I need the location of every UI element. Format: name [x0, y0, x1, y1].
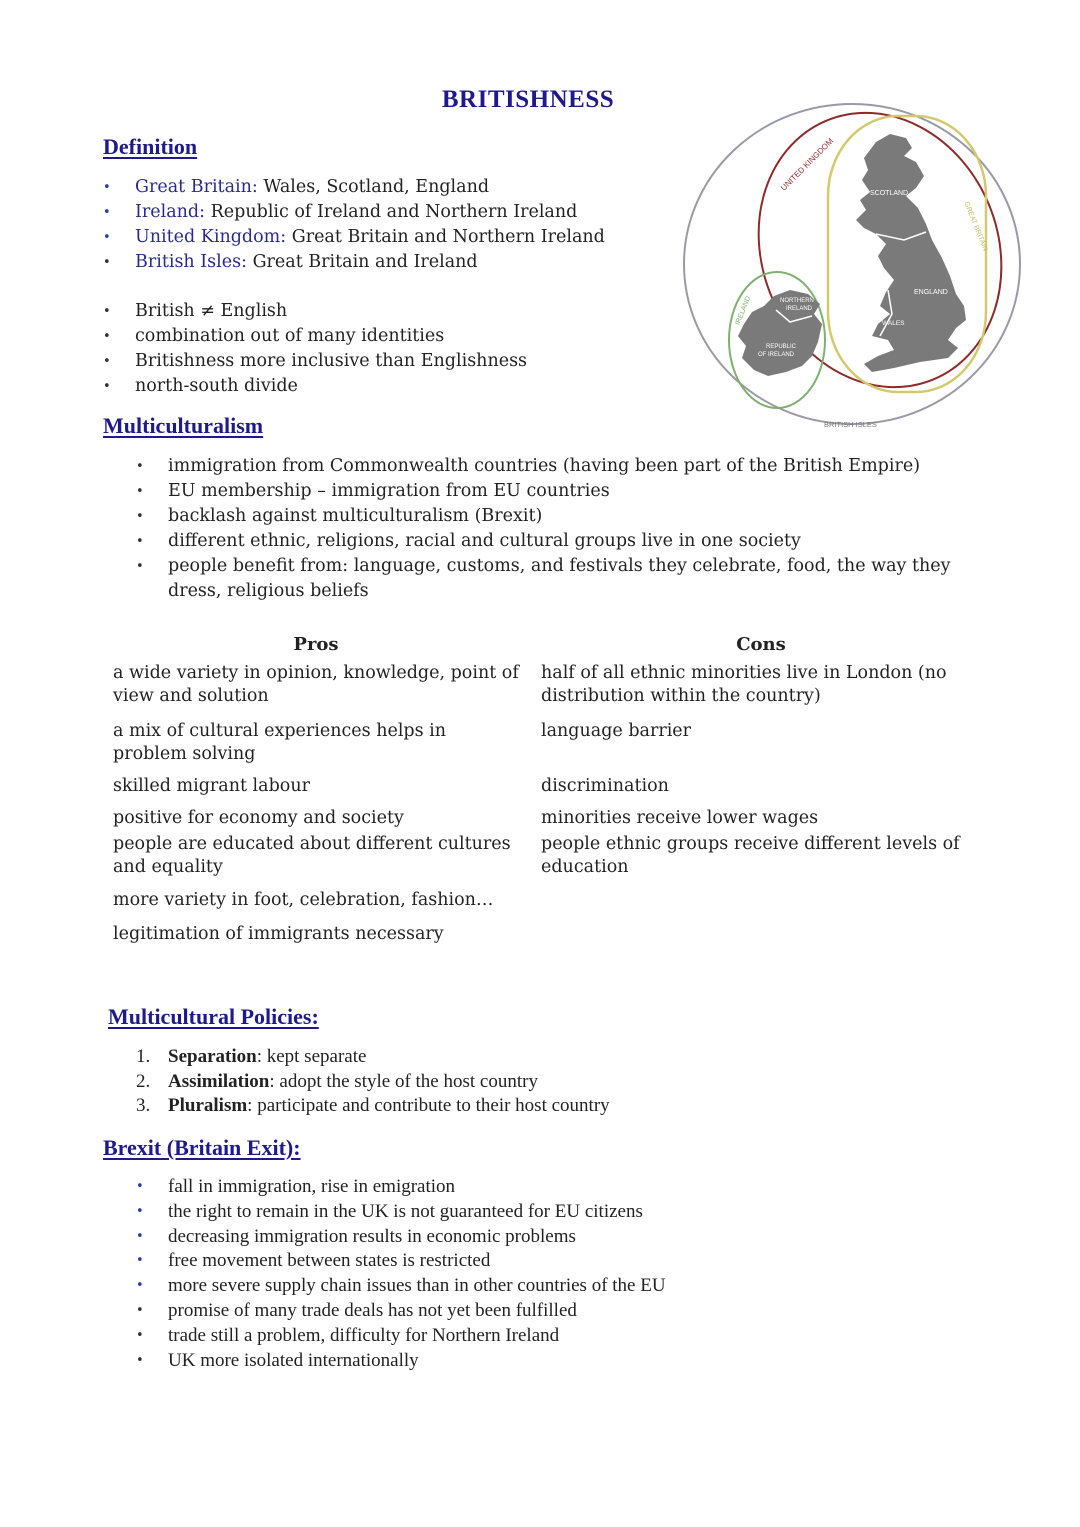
- list-item: • more severe supply chain issues than in other countries of the EU: [168, 1274, 868, 1299]
- definition-terms-list: [103, 175, 605, 275]
- policies-list: [136, 1045, 610, 1119]
- pros-item: positive for economy and society: [113, 808, 404, 828]
- bullet-icon: •: [136, 1352, 144, 1368]
- british-isles-boundary: [684, 104, 1020, 424]
- cons-item: half of all ethnic minorities live in London (no distribution within the country): [541, 663, 947, 706]
- bullet-icon: •: [136, 1253, 144, 1269]
- list-item: • fall in immigration, rise in emigration: [168, 1175, 868, 1200]
- list-item: • backlash against multiculturalism (Brexit): [168, 504, 968, 529]
- british-isles-map: [680, 100, 1030, 435]
- pros-header: Pros: [293, 634, 339, 655]
- bullet-icon: •: [136, 509, 144, 524]
- list-item: • UK more isolated internationally: [168, 1349, 868, 1374]
- bullet-icon: •: [136, 1327, 144, 1343]
- uk-label: UNITED KINGDOM: [779, 136, 836, 193]
- bullet-icon: •: [103, 354, 111, 369]
- cons-item: discrimination: [541, 776, 669, 796]
- list-item: • decreasing immigration results in economic problems: [168, 1225, 868, 1250]
- british-isles-label: BRITISH ISLES: [824, 420, 877, 429]
- list-item: • people benefit from: language, customs, and festivals they celebrate, food, the way they dress, religious beliefs: [136, 556, 951, 601]
- list-item: • EU membership – immigration from EU countries: [168, 479, 968, 504]
- ireland-label: IRELAND: [734, 295, 753, 327]
- page-title: BRITISHNESS: [441, 86, 615, 113]
- bullet-icon: •: [103, 379, 111, 394]
- list-item: • British Isles: Great Britain and Ireland: [135, 250, 605, 275]
- list-item: • Ireland: Republic of Ireland and Northern Ireland: [135, 200, 605, 225]
- definition-points-list: [103, 299, 528, 399]
- list-item: 2. Assimilation: adopt the style of the host country: [136, 1070, 538, 1092]
- ni-label-line1: NORTHERN: [780, 298, 814, 304]
- bullet-icon: •: [136, 459, 144, 474]
- pros-item: people are educated about different cultures and equality: [113, 834, 511, 877]
- bullet-icon: •: [136, 1228, 144, 1244]
- multiculturalism-list: [136, 454, 968, 604]
- bullet-icon: •: [103, 255, 111, 270]
- bullet-icon: •: [103, 205, 111, 220]
- cons-item: language barrier: [541, 721, 692, 741]
- list-item: • Britishness more inclusive than Englishness: [135, 349, 527, 374]
- list-item: • British ≠ English: [135, 299, 527, 324]
- bullet-icon: •: [136, 1278, 144, 1294]
- pros-item: skilled migrant labour: [113, 776, 310, 796]
- bullet-icon: •: [103, 180, 111, 195]
- multiculturalism-heading: Multiculturalism: [103, 413, 264, 438]
- list-item: 1. Separation: kept separate: [136, 1046, 367, 1067]
- policies-heading: Multicultural Policies:: [108, 1004, 319, 1029]
- bullet-icon: •: [136, 1203, 144, 1219]
- great-britain-land: [856, 134, 966, 372]
- list-item: • Great Britain: Wales, Scotland, England: [135, 175, 605, 200]
- pros-item: a mix of cultural experiences helps in problem solving: [113, 721, 447, 764]
- list-item: • trade still a problem, difficulty for Northern Ireland: [168, 1324, 868, 1349]
- gb-label: GREAT BRITAIN: [962, 200, 989, 253]
- ni-label-line2: IRELAND: [786, 306, 813, 312]
- wales-label: WALES: [882, 320, 905, 327]
- bullet-icon: •: [103, 329, 111, 344]
- brexit-list: [136, 1175, 868, 1373]
- pros-item: legitimation of immigrants necessary: [113, 924, 444, 944]
- list-item: • north-south divide: [135, 374, 527, 399]
- list-item: • United Kingdom: Great Britain and Northern Ireland: [135, 225, 605, 250]
- list-item: • free movement between states is restricted: [168, 1249, 868, 1274]
- bullet-icon: •: [136, 484, 144, 499]
- pros-item: a wide variety in opinion, knowledge, point of view and solution: [113, 663, 519, 706]
- scotland-label: SCOTLAND: [870, 190, 909, 197]
- cons-header: Cons: [736, 634, 786, 655]
- list-item: • different ethnic, religions, racial and cultural groups live in one society: [168, 529, 968, 554]
- list-item: 3. Pluralism: participate and contribute to their host country: [136, 1095, 610, 1117]
- bullet-icon: •: [136, 1302, 144, 1318]
- bullet-icon: •: [136, 559, 144, 574]
- roi-label-line1: REPUBLIC: [766, 344, 797, 350]
- roi-label-line2: OF IRELAND: [758, 352, 795, 358]
- bullet-icon: •: [136, 534, 144, 549]
- pros-item: more variety in foot, celebration, fashion…: [113, 890, 494, 910]
- list-item: • promise of many trade deals has not yet been fulfilled: [168, 1299, 868, 1324]
- cons-item: minorities receive lower wages: [541, 808, 819, 828]
- cons-item: people ethnic groups receive different levels of education: [541, 834, 960, 877]
- bullet-icon: •: [136, 1179, 144, 1194]
- bullet-icon: •: [103, 304, 111, 319]
- list-item: • combination out of many identities: [135, 324, 527, 349]
- brexit-heading: Brexit (Britain Exit):: [103, 1135, 301, 1160]
- list-item: • the right to remain in the UK is not guaranteed for EU citizens: [168, 1200, 868, 1225]
- definition-heading: Definition: [103, 134, 198, 159]
- england-label: ENGLAND: [914, 289, 948, 296]
- bullet-icon: •: [103, 230, 111, 245]
- list-item: • immigration from Commonwealth countries (having been part of the British Empire): [168, 454, 968, 479]
